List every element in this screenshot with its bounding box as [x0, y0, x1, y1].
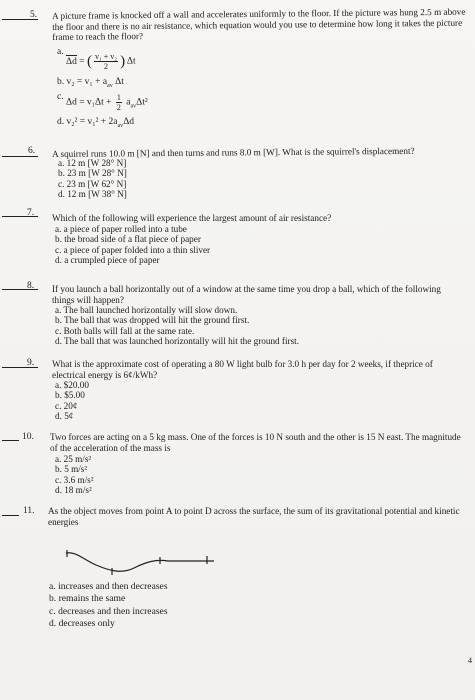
option-letter: d.: [55, 485, 62, 496]
fraction-denominator: 2: [104, 62, 109, 71]
option-letter: c.: [58, 178, 65, 189]
option-letter: c.: [55, 474, 62, 485]
question-number: 11.: [23, 506, 35, 516]
option-letter: c.: [55, 325, 62, 336]
option-c: [49, 606, 449, 618]
option-text: The ball that was launched horizontally will hit the ground first.: [64, 336, 300, 347]
option-text: decreases and then increases: [58, 605, 168, 617]
option-text: increases and then decreases: [58, 581, 168, 592]
equation-symbol: Δd: [66, 56, 77, 67]
option-text: 23 m [W 28° N]: [67, 168, 127, 179]
option-letter: c.: [57, 91, 64, 102]
option-letter: a.: [55, 224, 62, 234]
option-letter: d.: [55, 255, 62, 266]
option-letter: a.: [57, 47, 64, 57]
option-b: [49, 593, 449, 605]
option-text: a piece of paper rolled into a tube: [63, 224, 187, 234]
option-text: The ball that was dropped will hit the ground first.: [64, 315, 250, 326]
equation-symbol: v₂² = v₁² + 2a: [66, 117, 118, 127]
option-letter: b.: [49, 593, 57, 605]
equation-symbol: Δd: [123, 117, 135, 127]
option-a: [49, 581, 449, 593]
equation-symbol: =: [79, 56, 85, 67]
option-text: 12 m [W 28° N]: [66, 158, 127, 168]
option-letter: b.: [58, 168, 65, 179]
option-text: $5.00: [64, 390, 85, 401]
option-letter: b.: [55, 234, 62, 245]
equation-subscript: av: [130, 103, 137, 110]
option-letter: a.: [49, 581, 56, 592]
option-letter: b.: [57, 77, 65, 87]
option-text: the broad side of a flat piece of paper: [64, 234, 201, 245]
option-letter: d.: [55, 336, 62, 347]
option-letter: b.: [55, 315, 62, 326]
equation-symbol: v₂ = v₁ + a: [66, 77, 108, 87]
equation-symbol: Δt²: [136, 97, 148, 108]
option-letter: a.: [55, 380, 62, 390]
equation-subscript: av: [117, 122, 124, 129]
option-text: 12 m [W 38° N]: [67, 189, 127, 200]
fraction-denominator: 2: [116, 103, 121, 112]
option-letter: d.: [55, 411, 62, 422]
equation-subscript: av: [107, 82, 113, 89]
option-text: 18 m/s²: [64, 485, 92, 496]
option-letter: c.: [55, 244, 62, 255]
option-text: 5 m/s²: [64, 464, 88, 475]
option-letter: a.: [55, 305, 62, 315]
paren-open: (: [86, 53, 92, 70]
question-stem: As the object moves from point A to point D across the surface, the sum of its gravitational potential and kinetic energies: [48, 506, 460, 527]
equation-symbol: Δt: [126, 56, 136, 67]
page-number: 4: [468, 656, 472, 665]
option-text: a crumpled piece of paper: [64, 255, 160, 266]
option-text: 20¢: [63, 400, 78, 411]
question-stem: Which of the following will experience the largest amount of air resistance?: [52, 213, 332, 223]
question-number: 10.: [22, 432, 34, 442]
option-text: Both balls will fall at the same rate.: [63, 325, 195, 336]
option-text: decreases only: [58, 618, 115, 630]
option-text: remains the same: [58, 593, 126, 605]
question-number: 9.: [27, 358, 35, 368]
question-stem: If you launch a ball horizontally out of a window at the same time you drop a ball, which of the following things will happen?: [52, 284, 441, 305]
option-text: $20.00: [63, 380, 89, 390]
option-letter: c.: [49, 605, 56, 617]
question-stem: A squirrel runs 10.0 m [N] and then turns and runs 8.0 m [W]. What is the squirrel's displacement?: [52, 145, 415, 159]
question-number: 6.: [28, 146, 36, 156]
question-stem: A picture frame is knocked off a wall and accelerates uniformly to the floor. If the picture was hung 2.5 m above the floor and there is no air resistance, which equation would you use to determine how long it takes the picture frame to reach the floor?: [52, 6, 466, 42]
option-text: 3.6 m/s²: [63, 474, 94, 485]
option-text: 25 m/s²: [63, 454, 92, 464]
option-letter: d.: [49, 618, 57, 630]
question-number: 5.: [30, 10, 38, 20]
question-stem: Two forces are acting on a 5 kg mass. One of the forces is 10 N south and the other is 15 N east. The magnitude of the acceleration of the mass is: [50, 432, 461, 453]
option-text: a piece of paper folded into a thin sliver: [63, 244, 211, 255]
option-text: 5¢: [64, 411, 74, 422]
option-letter: d.: [58, 189, 65, 200]
option-letter: b.: [55, 390, 62, 401]
equation-symbol: a: [126, 97, 131, 108]
option-letter: b.: [55, 464, 62, 475]
question-stem: What is the approximate cost of operating a 80 W light bulb for 3.0 h per day for 2 weeks, if thеprice of electrical energy is 6¢/kWh?: [52, 359, 433, 380]
option-letter: a.: [55, 454, 62, 464]
paren-close: ): [120, 53, 126, 70]
surface-curve: [66, 553, 214, 572]
equation-symbol: Δt: [115, 77, 124, 87]
option-text: 23 m [W 62° N]: [66, 178, 127, 189]
equation-symbol: Δd = v₁Δt +: [65, 97, 112, 108]
question-number: 8.: [27, 281, 35, 291]
option-letter: d.: [57, 117, 65, 127]
options-list: [49, 581, 449, 631]
question-number: 7.: [27, 208, 35, 218]
option-text: The ball launched horizontally will slow down.: [63, 305, 238, 315]
option-letter: c.: [55, 400, 62, 411]
fraction-numerator: v₁ + v₂: [94, 52, 118, 61]
option-letter: a.: [58, 158, 65, 168]
option-d: [49, 618, 449, 630]
fraction-numerator: 1: [116, 93, 121, 102]
